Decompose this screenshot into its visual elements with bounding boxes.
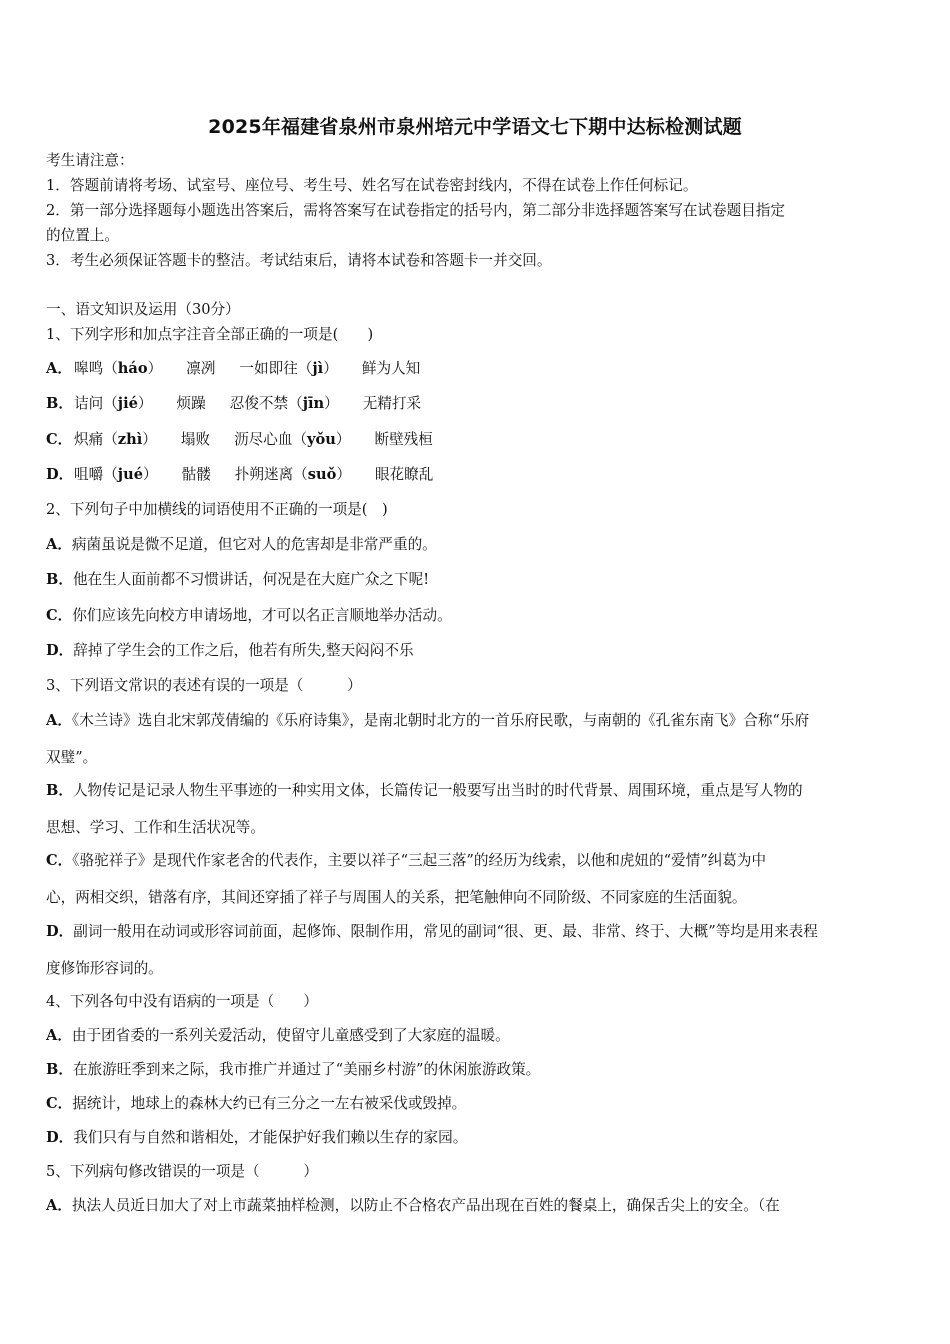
- option-label: B．: [46, 395, 73, 412]
- option-label: B．: [46, 1061, 73, 1078]
- option-label: C．: [46, 852, 73, 869]
- pinyin: jié: [117, 395, 138, 412]
- option-word: 无精打采: [362, 395, 422, 412]
- option-text: [46, 922, 908, 942]
- option-word: 眼花瞭乱: [374, 466, 434, 483]
- option-word: 断壁残桓: [374, 431, 433, 448]
- option-text: 心，两相交织，错落有序，其间还穿插了祥子与周围人的关系，把笔触伸向不同阶级、不同家庭的生活面貌。: [46, 889, 747, 906]
- option-label: D．: [46, 1129, 74, 1146]
- pinyin: zhì: [117, 431, 143, 448]
- option-text: [46, 570, 908, 590]
- exam-title: 2025年福建省泉州市泉州培元中学语文七下期中达标检测试题: [208, 116, 742, 138]
- option-text: [46, 535, 908, 555]
- option-label: C．: [46, 431, 73, 448]
- option-word: ）: [142, 431, 157, 448]
- option-word: 一如即往（: [239, 360, 313, 377]
- option-body: 《骆驼祥子》是现代作家老舍的代表作，主要以祥子“三起三落”的经历为线索，以他和虎妞的“爱情”纠葛为中: [72, 852, 767, 869]
- option-body: 病菌虽说是微不足道，但它对人的危害却是非常严重的。: [71, 536, 437, 553]
- pinyin: jīn: [302, 395, 325, 412]
- option-label: A．: [46, 1027, 72, 1044]
- option-body: 我们只有与自然和谐相处，才能保护好我们赖以生存的家园。: [73, 1129, 468, 1146]
- option-row: [46, 359, 444, 379]
- option-text: [46, 641, 908, 661]
- option-row: [46, 394, 445, 414]
- option-word: 嗥鸣（: [74, 360, 118, 377]
- option-label: A．: [46, 712, 72, 729]
- option-body: 副词一般用在动词或形容词前面，起修饰、限制作用，常见的副词“很、更、最、非常、终于、大概”等均是用来表程: [73, 923, 818, 940]
- option-label: C．: [46, 1095, 73, 1112]
- pinyin: suǒ: [307, 466, 337, 483]
- option-body: 你们应该先向校方申请场地，才可以名正言顺地举办活动。: [72, 607, 452, 624]
- option-word: ）: [324, 395, 339, 412]
- option-body: 辞掉了学生会的工作之后，他若有所失,整天闷闷不乐: [73, 642, 414, 659]
- option-label: A．: [46, 360, 72, 377]
- option-word: ）: [335, 431, 351, 448]
- pinyin: jué: [117, 466, 143, 483]
- option-label: D．: [46, 923, 74, 940]
- option-word: 鲜为人知: [361, 360, 421, 377]
- notice-item: 的位置上。: [46, 227, 119, 244]
- option-text: [46, 1196, 908, 1216]
- question-stem: 5、下列病句修改错误的一项是（ ）: [46, 1163, 318, 1180]
- option-label: D．: [46, 642, 74, 659]
- option-text: [46, 606, 908, 626]
- question-stem: 1、下列字形和加点字注音全部正确的一项是( ): [46, 326, 374, 343]
- section-heading: 一、语文知识及运用（30分）: [46, 301, 240, 318]
- option-word: 炽痛（: [74, 431, 118, 448]
- question-stem: 4、下列各句中没有语病的一项是（ ）: [46, 993, 318, 1010]
- option-word: ）: [137, 395, 153, 412]
- option-text: [46, 781, 908, 801]
- question-stem: 2、下列句子中加横线的词语使用不正确的一项是( ): [46, 501, 388, 518]
- pinyin: háo: [117, 360, 148, 377]
- option-row: [46, 430, 457, 450]
- pinyin: jì: [312, 360, 324, 377]
- option-word: 凛冽: [186, 360, 216, 377]
- option-word: ）: [142, 466, 158, 483]
- option-word: 塌败: [180, 431, 211, 448]
- option-row: [46, 465, 457, 485]
- notice-heading: 考生请注意：: [46, 152, 134, 169]
- notice-item: 3．考生必须保证答题卡的整洁。考试结束后，请将本试卷和答题卡一并交回。: [46, 252, 552, 269]
- option-text: [46, 711, 908, 731]
- question-stem: 3、下列语文常识的表述有误的一项是（ ）: [46, 677, 362, 694]
- option-text: 度修饰形容词的。: [46, 960, 163, 977]
- option-word: ）: [147, 360, 163, 377]
- option-body: 《木兰诗》选自北宋郭茂倩编的《乐府诗集》，是南北朝时北方的一首乐府民歌，与南朝的《孔雀东南飞》合称“乐府: [71, 712, 810, 729]
- option-text: [46, 1026, 908, 1046]
- option-label: D．: [46, 466, 74, 483]
- option-text: [46, 1094, 908, 1114]
- option-body: 人物传记是记录人物生平事迹的一种实用文体，长篇传记一般要写出当时的时代背景、周围环境，重点是写人物的: [72, 782, 803, 799]
- pinyin: yǒu: [307, 431, 336, 448]
- option-word: 沥尽心血（: [234, 431, 308, 448]
- option-word: ）: [323, 360, 338, 377]
- option-body: 据统计，地球上的森林大约已有三分之一左右被采伐或毁掉。: [72, 1095, 467, 1112]
- option-word: ）: [336, 466, 351, 483]
- option-body: 他在生人面前都不习惯讲话，何况是在大庭广众之下呢!: [72, 571, 430, 588]
- option-body: 执法人员近日加大了对上市蔬菜抽样检测，以防止不合格农产品出现在百姓的餐桌上，确保舌尖上的安全。（在: [71, 1197, 780, 1214]
- option-label: B．: [46, 782, 73, 799]
- option-label: C．: [46, 607, 73, 624]
- option-body: 在旅游旺季到来之际，我市推广并通过了“美丽乡村游”的休闲旅游政策。: [72, 1061, 541, 1078]
- option-word: 咀嚼（: [74, 466, 118, 483]
- option-word: 烦躁: [176, 395, 206, 412]
- notice-item: 1．答题前请将考场、试室号、座位号、考生号、姓名写在试卷密封线内，不得在试卷上作任何标记。: [46, 177, 698, 194]
- option-text: 思想、学习、工作和生活状况等。: [46, 819, 265, 836]
- option-text: 双璧”。: [46, 749, 98, 766]
- option-body: 由于团省委的一系列关爱活动，使留守儿童感受到了大家庭的温暖。: [71, 1027, 510, 1044]
- option-word: 忍俊不禁（: [229, 395, 303, 412]
- option-word: 骷髅: [181, 466, 211, 483]
- option-word: 诘问（: [74, 395, 118, 412]
- option-label: A．: [46, 1197, 72, 1214]
- option-label: A．: [46, 536, 72, 553]
- option-text: [46, 1128, 908, 1148]
- option-label: B．: [46, 571, 73, 588]
- notice-item: 2．第一部分选择题每小题选出答案后，需将答案写在试卷指定的括号内，第二部分非选择题答案写在试卷题目指定: [46, 202, 785, 219]
- option-text: [46, 851, 908, 871]
- option-word: 扑朔迷离（: [234, 466, 308, 483]
- option-text: [46, 1060, 908, 1080]
